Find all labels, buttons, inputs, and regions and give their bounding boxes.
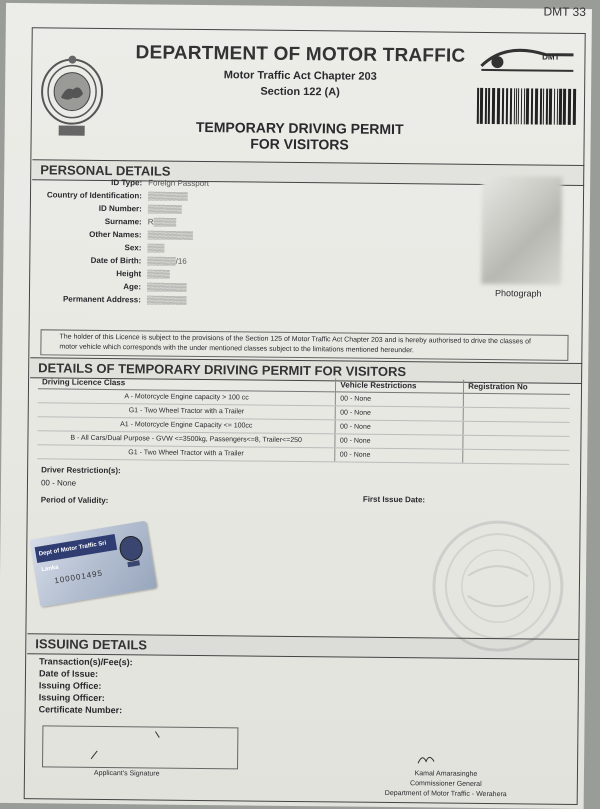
applicant-signature-box xyxy=(42,725,238,769)
issuing-fields xyxy=(39,655,133,716)
licence-class-cell: G1 - Two Wheel Tractor with a Trailer xyxy=(38,403,336,420)
permit-subtitle: FOR VISITORS xyxy=(250,135,349,153)
official-title: Commissioner General xyxy=(410,780,482,788)
dmt-logo-icon xyxy=(475,40,579,75)
personal-field-value: ▒▒▒▒ xyxy=(147,269,170,279)
licence-notice: The holder of this Licence is subject to the provisions of the Section 125 of Motor Traffic Act Chapter 203 and is hereby authorised to drive the classes of motor vehicle which corresponds with the under mentioned classes subject to the limitations mentioned hereunder. xyxy=(40,329,568,361)
licence-class-table xyxy=(37,375,570,465)
permit-title: TEMPORARY DRIVING PERMIT xyxy=(195,118,404,138)
licence-class-cell: B - All Cars/Dual Purpose - GVW <=3500kg, Passengers<=8, Trailer<=250 xyxy=(37,431,335,448)
personal-field-label: Surname: xyxy=(104,216,142,227)
form-code: DMT 33 xyxy=(543,4,587,20)
personal-field-label: ID Number: xyxy=(98,203,142,214)
restriction-cell: 00 - None xyxy=(335,448,463,463)
personal-field-label: Age: xyxy=(123,282,142,292)
registration-cell xyxy=(463,421,570,436)
driver-restriction-label: Driver Restriction(s): xyxy=(41,465,121,476)
issuing-field-label: Date of Issue: xyxy=(38,668,99,679)
dmt-logo-text: DMT xyxy=(542,52,560,62)
act-reference: Motor Traffic Act Chapter 203 xyxy=(223,69,377,83)
personal-field-label: Permanent Address: xyxy=(62,294,141,305)
restriction-cell: 00 - None xyxy=(335,420,463,435)
issuing-field-label: Transaction(s)/Fee(s): xyxy=(39,656,133,668)
issuing-field-label: Issuing Office: xyxy=(38,680,102,691)
personal-field-value: ▒▒▒ xyxy=(147,243,165,253)
permit-document xyxy=(0,3,592,809)
department-title: DEPARTMENT OF MOTOR TRAFFIC xyxy=(135,42,466,67)
personal-field-label: Country of Identification: xyxy=(46,190,143,201)
restriction-cell: 00 - None xyxy=(336,406,464,421)
personal-field-value: ▒▒▒▒▒▒▒ xyxy=(147,282,187,292)
issuing-official xyxy=(366,769,526,801)
restriction-cell: 00 - None xyxy=(335,434,463,449)
restriction-cell: 00 - None xyxy=(336,392,464,407)
personal-field-value: ▒▒▒▒▒▒ xyxy=(147,204,182,214)
barcode-icon xyxy=(475,86,579,127)
column-header-restrictions: Vehicle Restrictions xyxy=(336,378,464,393)
personal-field-label: Height xyxy=(116,269,142,279)
official-name: Kamal Amarasinghe xyxy=(414,770,478,778)
personal-details-heading: PERSONAL DETAILS xyxy=(32,159,584,186)
personal-field-value: ▒▒▒▒▒▒▒ xyxy=(147,191,188,201)
licence-class-cell: A1 - Motorcycle Engine Capacity <= 100cc xyxy=(38,417,336,434)
applicant-signature-label: Applicant's Signature xyxy=(93,769,160,778)
personal-field-label: Date of Birth: xyxy=(90,255,142,266)
registration-cell xyxy=(463,449,570,464)
personal-field-value: ▒▒▒▒▒▒▒▒ xyxy=(147,230,193,240)
column-header-registration: Registration No xyxy=(464,380,571,395)
title-block xyxy=(124,42,475,154)
official-signature-icon xyxy=(416,749,436,767)
registration-cell xyxy=(463,407,570,422)
first-issue-label: First Issue Date: xyxy=(362,494,426,505)
photograph-label: Photograph xyxy=(494,288,542,299)
sticker-band-text: Dept of Motor Traffic Sri Lanka xyxy=(35,534,118,563)
embossed-stamp-icon xyxy=(427,515,568,656)
personal-field-value: ▒▒▒▒▒▒▒ xyxy=(146,295,187,305)
column-header-class: Driving Licence Class xyxy=(38,375,336,392)
official-office: Department of Motor Traffic - Werahera xyxy=(384,789,507,799)
registration-cell xyxy=(463,435,570,450)
issuing-field-label: Issuing Officer: xyxy=(38,692,105,704)
permit-details-heading: DETAILS OF TEMPORARY DRIVING PERMIT FOR VISITORS xyxy=(30,357,582,384)
validity-label: Period of Validity: xyxy=(40,495,109,506)
section-reference: Section 122 (A) xyxy=(260,85,340,99)
sticker-emblem-icon xyxy=(116,532,147,570)
personal-field-label: ID Type: xyxy=(111,178,143,188)
personal-field-label: Sex: xyxy=(124,243,142,253)
issuing-field-label: Certificate Number: xyxy=(38,704,123,716)
issuing-details-heading: ISSUING DETAILS xyxy=(27,633,579,660)
signature-mark-icon xyxy=(43,726,237,768)
sticker-number: 100001495 xyxy=(53,568,104,586)
personal-field-value: ▒▒▒▒▒/16 xyxy=(147,256,187,266)
personal-field-value: R▒▒▒▒ xyxy=(147,217,177,227)
registration-cell xyxy=(463,393,570,408)
driver-restriction-value: 00 - None xyxy=(40,478,77,488)
photograph xyxy=(481,176,562,285)
licence-class-cell: G1 - Two Wheel Tractor with a Trailer xyxy=(37,445,335,462)
licence-class-cell: A - Motorcycle Engine capacity > 100 cc xyxy=(38,389,336,406)
personal-field-label: Other Names: xyxy=(89,229,142,240)
sri-lanka-emblem-icon xyxy=(39,51,106,142)
personal-field-value: Foreign Passport xyxy=(148,178,210,189)
